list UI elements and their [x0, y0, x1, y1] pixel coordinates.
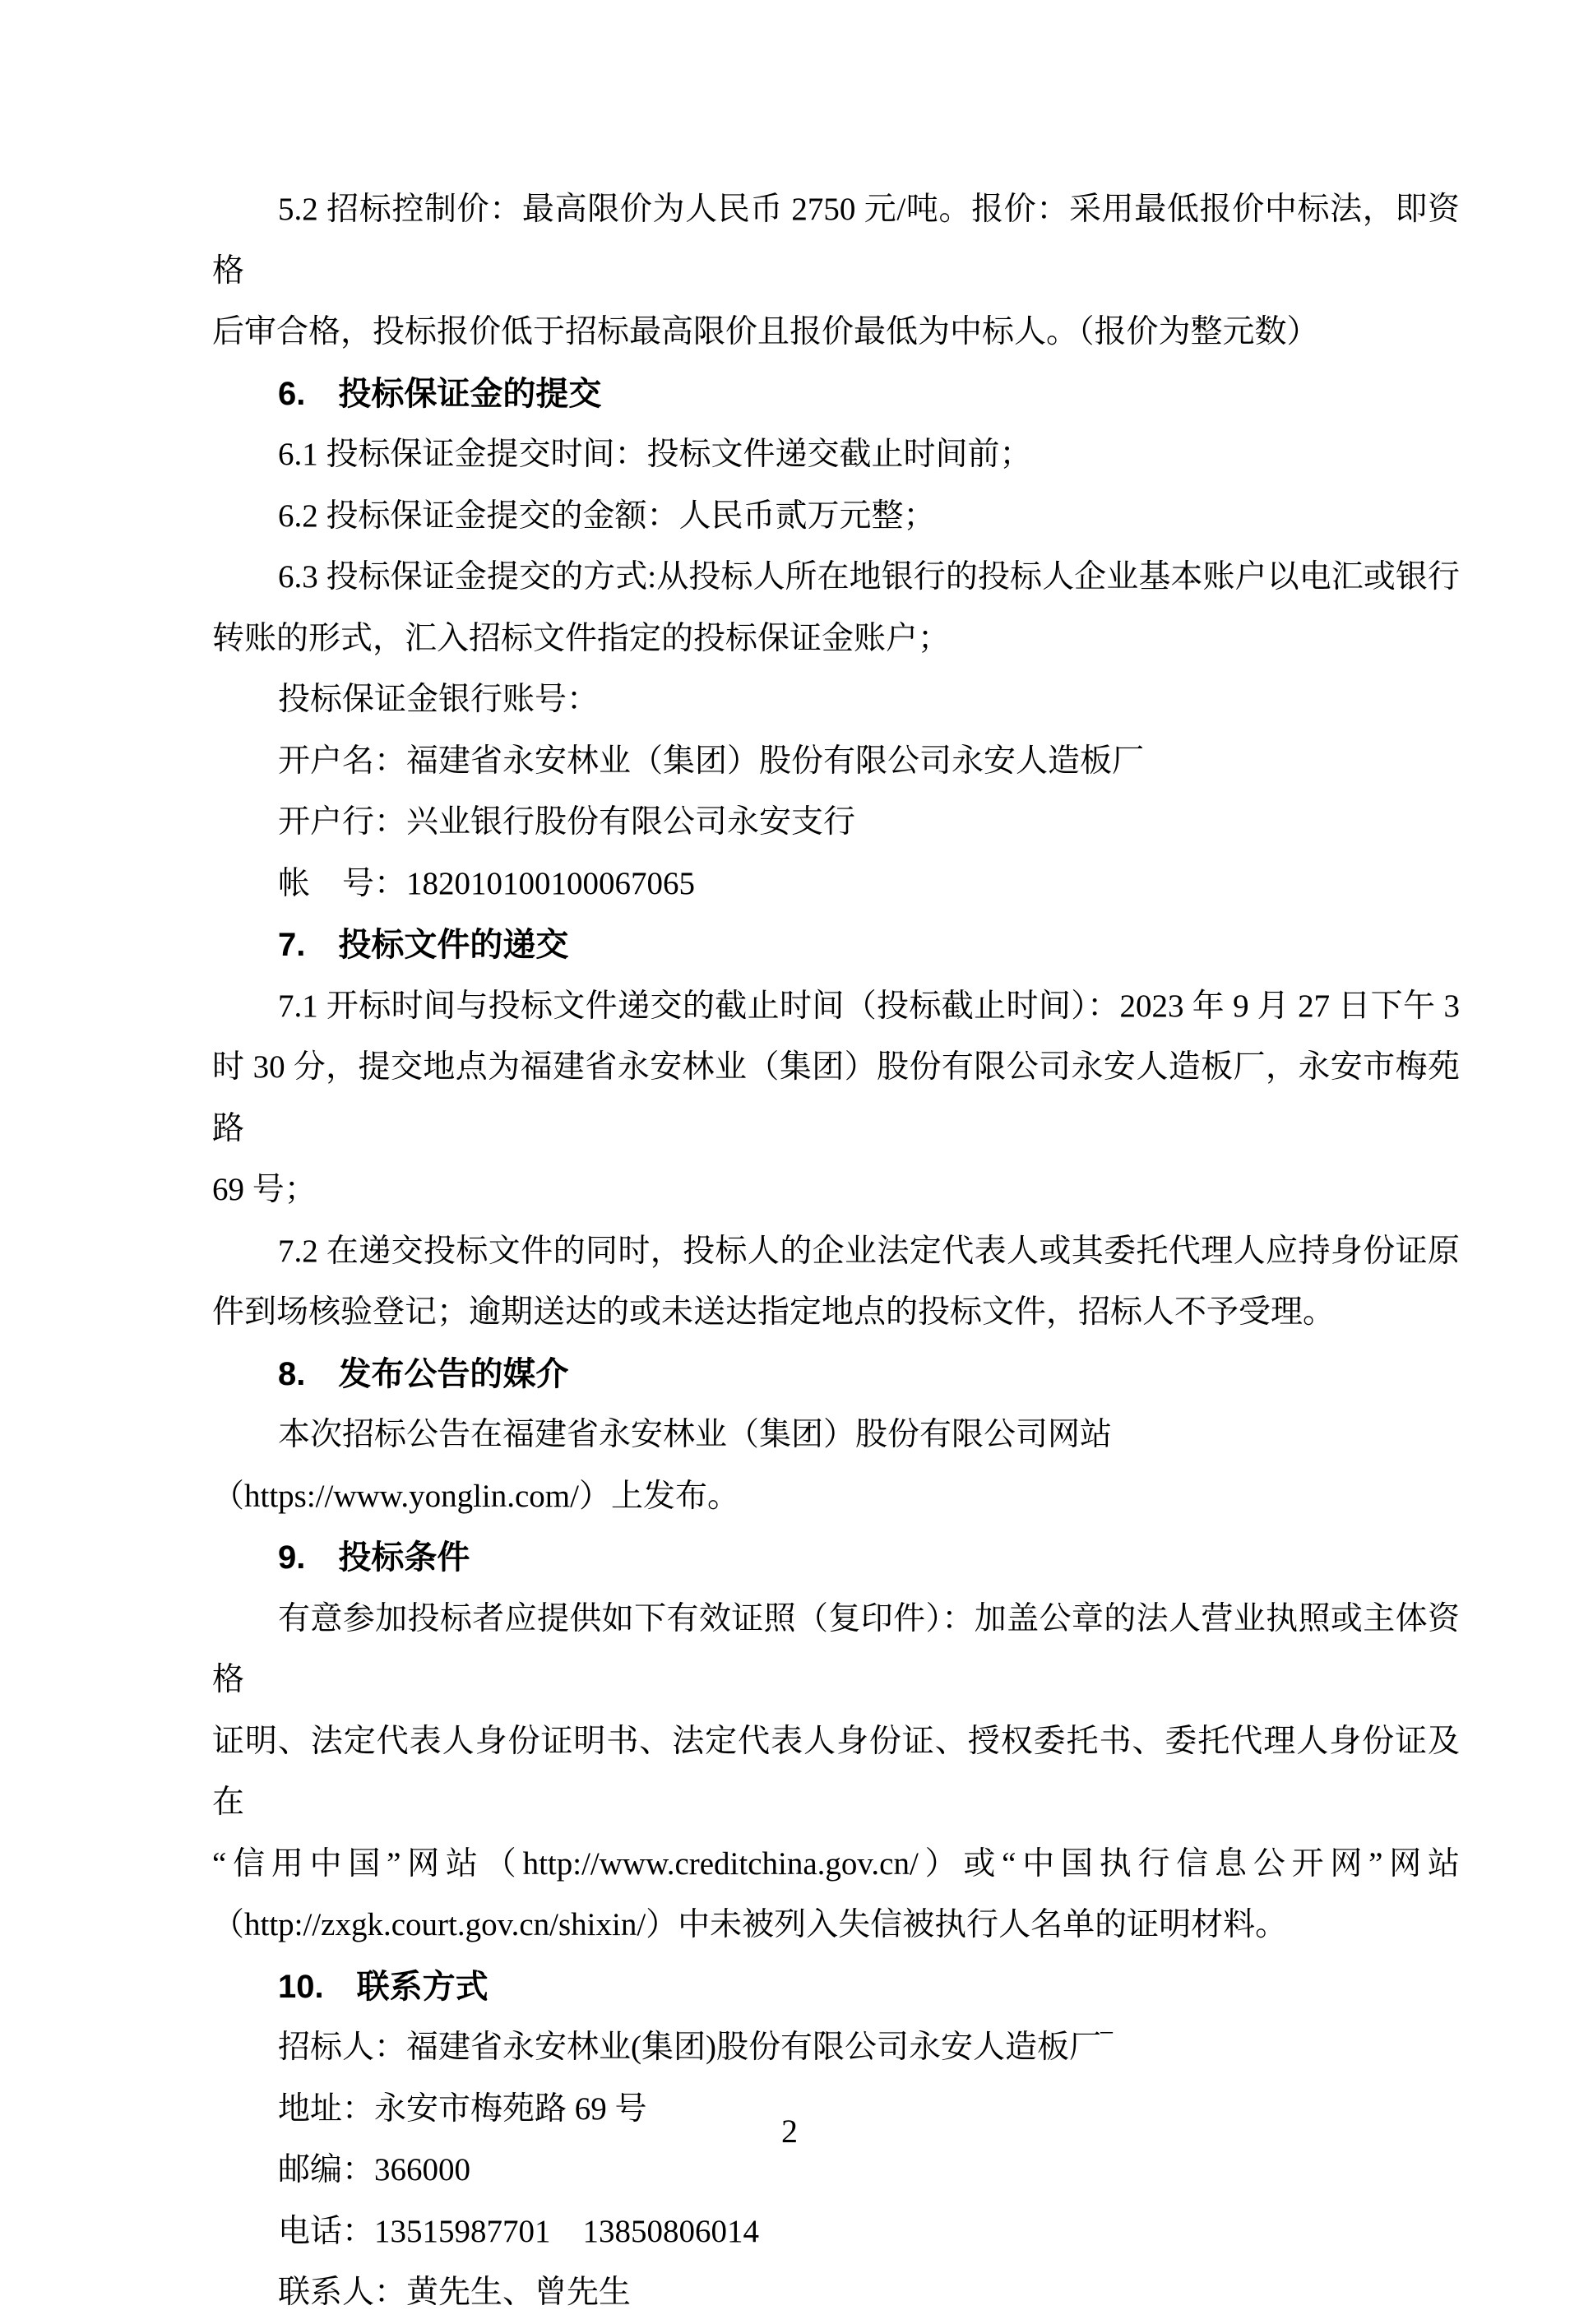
- text-line: 6.2 投标保证金提交的金额：人民币贰万元整；: [278, 498, 936, 534]
- text-line: 地址：永安市梅苑路 69 号: [278, 2090, 647, 2127]
- text-line: 投标保证金银行账号：: [278, 682, 600, 717]
- section-heading: 6. 投标保证金的提交: [278, 375, 602, 412]
- text-line: 后审合格，投标报价低于招标最高限价且报价最低为中标人。（报价为整元数）: [212, 314, 1319, 350]
- document-body: [212, 179, 1460, 2324]
- text-line: 7.2 在递交投标文件的同时，投标人的企业法定代表人或其委托代理人应持身份证原: [278, 1233, 1460, 1269]
- text-line: 69 号；: [212, 1172, 317, 1207]
- text-line: 开户行：兴业银行股份有限公司永安支行: [278, 804, 856, 840]
- text-line: （https://www.yonglin.com/）上发布。: [212, 1478, 739, 1514]
- text-line: 电话：13515987701 13850806014: [278, 2213, 760, 2249]
- text-line: 5.2 招标控制价：最高限价为人民币 2750 元/吨。报价：采用最低报价中标法，即资格: [212, 192, 1460, 289]
- text-line: 7.1 开标时间与投标文件递交的截止时间（投标截止时间）：2023 年 9 月 27 日下午 3: [278, 988, 1460, 1024]
- text-line: 件到场核验登记；逾期送达的或未送达指定地点的投标文件，招标人不予受理。: [212, 1294, 1336, 1330]
- page-number: 2: [781, 2113, 798, 2150]
- section-heading: 9. 投标条件: [278, 1539, 470, 1576]
- text-line: 时 30 分，提交地点为福建省永安林业（集团）股份有限公司永安人造板厂，永安市梅苑路: [212, 1049, 1460, 1146]
- text-line: 证明、法定代表人身份证明书、法定代表人身份证、授权委托书、委托代理人身份证及在: [212, 1723, 1460, 1820]
- text-line: 6.3 投标保证金提交的方式:从投标人所在地银行的投标人企业基本账户以电汇或银行: [278, 559, 1460, 595]
- section-heading: 10. 联系方式: [278, 1968, 489, 2005]
- text-line: 帐 号：182010100100067065: [278, 865, 696, 901]
- text-line: 转账的形式，汇入招标文件指定的投标保证金账户；: [212, 620, 951, 656]
- text-line: 邮编：366000: [278, 2152, 471, 2187]
- text-line: 有意参加投标者应提供如下有效证照（复印件）：加盖公章的法人营业执照或主体资格: [212, 1600, 1460, 1697]
- text-line: 招标人：福建省永安林业(集团)股份有限公司永安人造板厂‾: [278, 2030, 1112, 2065]
- section-heading: 7. 投标文件的递交: [278, 927, 569, 963]
- text-line: 6.1 投标保证金提交时间：投标文件递交截止时间前；: [278, 437, 1032, 472]
- text-line: “信用中国”网站（http://www.creditchina.gov.cn/）或“中国执行信息公开网”网站: [212, 1845, 1460, 1882]
- text-line: 联系人：黄先生、曾先生: [278, 2275, 632, 2310]
- text-line: 开户名：福建省永安林业（集团）股份有限公司永安人造板厂: [278, 743, 1145, 779]
- text-line: （http://zxgk.court.gov.cn/shixin/）中未被列入失信被执行人名单的证明材料。: [212, 1907, 1288, 1942]
- text-line: 本次招标公告在福建省永安林业（集团）股份有限公司网站: [278, 1417, 1113, 1452]
- section-heading: 8. 发布公告的媒介: [278, 1355, 569, 1392]
